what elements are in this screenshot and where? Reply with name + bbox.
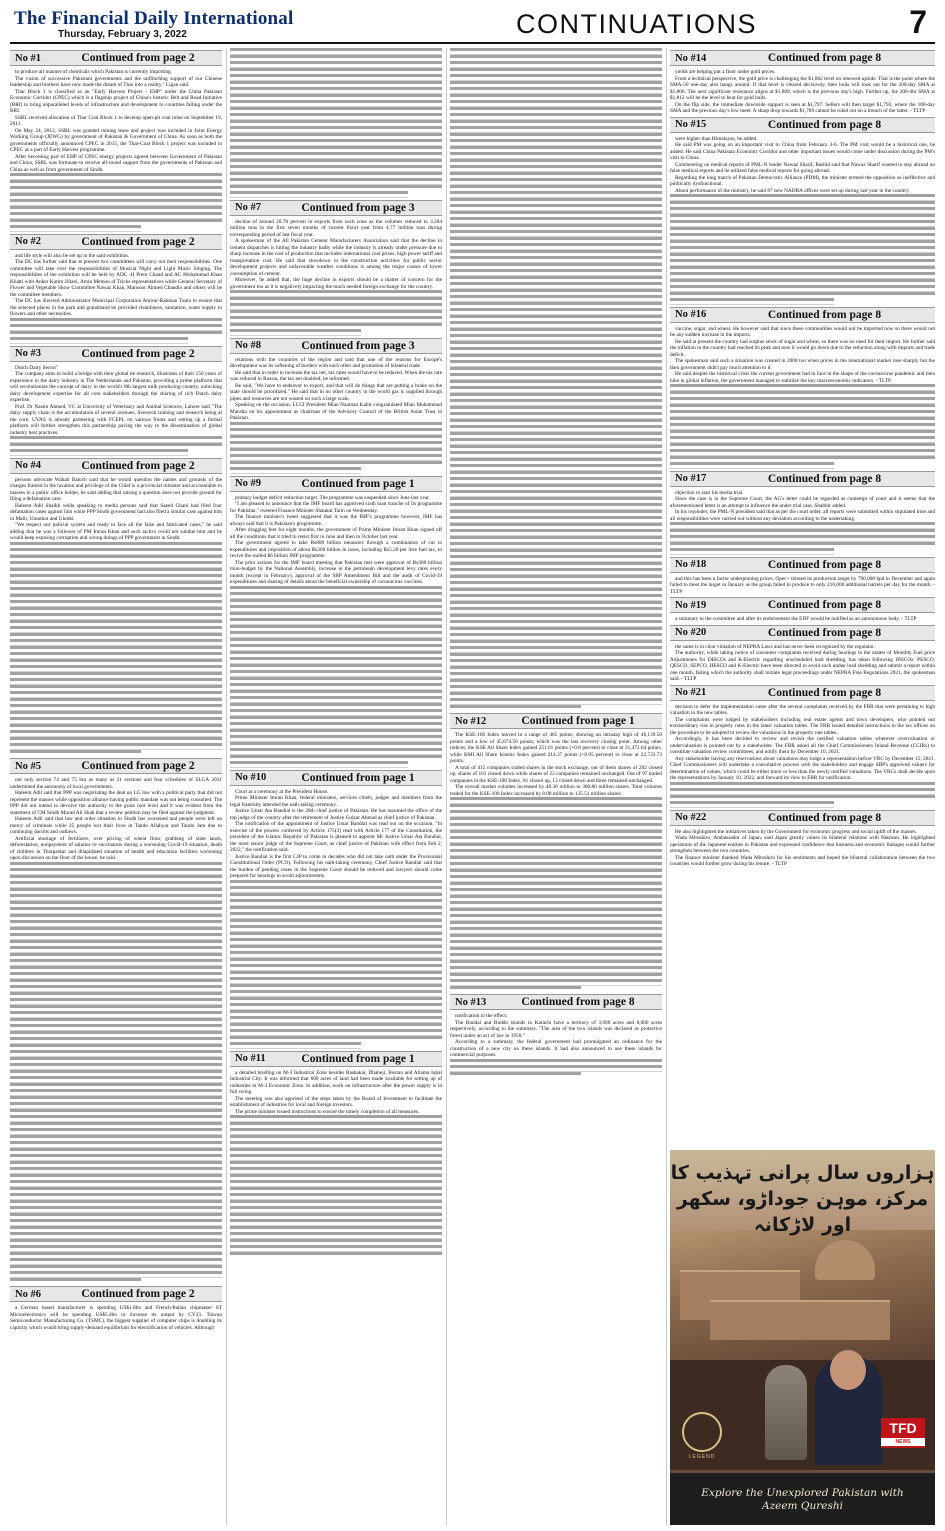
story-body [670,704,935,808]
continued-label: Continued from page 8 [767,52,882,64]
section-title: CONTINUATIONS [516,9,757,39]
paragraph: The DC has further said that at present two committees will carry out their responsibilities. One committee will take over the responsibilities of Musical Night and Light Music Singing. The responsibilities of the exhibition will be held by ADC -II Prem Chand and AC Mohammad Khan Khatti with Anker Karim Jillani, Amin Memon of Tricks representatives while General Secretary of Flower and Vegetable Show Committee Nawaz Khan, Mansoor Ahmed Chandio and others will be the committee members. [10,259,222,298]
story-header [230,338,442,354]
story-body [670,616,935,623]
continued-label: Continued from page 8 [767,599,882,611]
paragraph: a German based manufacturer is spending US$1.8bn and French-Italian chipmaker ST Microelectronics will be spending US$5.4bn to increase its output by CY23. Taiwan Semiconductor Manufacturing Co. (TSMC), the biggest supplier of computer chips is doubling its capacity which would bring supply-demand equilibrium for electrification of vehicles. Although [10,1305,222,1331]
paragraph: The vision of successive Pakistani governments and the unflinching support of our Chinese leadership and brothers have now made the dream of Thar into a reality," Ligan said. [10,75,222,88]
paragraph: notification to the effect. [455,1013,508,1019]
paragraph: Artificial shortage of fertilizers, over pricing of wheat flour, grabbing of state lands, deforestation, nonpayment of salaries to vaccinators during a worsening Covid-19 situation, death of children in Tharparkar and dilapidated situation of health and education facilities worsening upon discussion on the floor of the house, he said. [10,835,222,861]
paragraph: Wada Mitsuhiro, Ambassador of Japan, said Japan greatly values its bilateral relations with Pakistan. He highlighted operations of the Japanese entities in Pakistan and expressed confidence that business and economic linkages would further strengthen between the two countries. [670,835,935,854]
continued-label: Continued from page 8 [767,626,882,639]
paragraph: On May 24, 2012, SSRL was granted mining lease and project was included in Joint Energy Working Group (JEWG) by government of Pakistan & Government of China. As soon as both the governments officially announced CPEC in 2015, the Thar-Coal Block 1 project was included in CPEC as a part of Early Harvest programme. [10,127,222,153]
story-body [230,357,442,474]
story-21 [670,685,935,808]
story-number: No #20 [675,627,707,638]
story-header [670,597,935,613]
story-number: No #2 [15,236,41,247]
masthead [10,4,935,44]
page-number: 7 [909,4,927,40]
paragraph: About performance of the ministry, he said 87 new NADRA offices were set up during last year in the country. [675,187,910,194]
paragraph: The government agreed to take Rs800 billion measures through a combination of cut in expenditures and imposition of about Rs360 billion in taxes, including Rs5.20 per litre fuel tax, to revive the stalled $6 billion IMF programme. [230,540,442,559]
paragraph: The finance minister's tweet suggested that it was the IMF's programme however, IMF has always said that it is Pakistan's programme. [230,514,442,527]
paragraph: Haleem Adil said that PPP was negotiating the deal on LG law with a political party that did not represent the masses while opposition alliance having public mandate was not being consulted. The PPP did not intend to devolve the authority to the grass root level and it was evident from the statement of CM Sindh Murad Ali Shah that a review petition may be filed against the judgment. [10,790,222,816]
continued-label: Continued from page 1 [521,715,635,727]
story-header [230,1051,442,1067]
continued-label: Continued from page 2 [81,235,195,248]
paragraph: The complaints were lodged by stakeholders including real estate agents and town developers, who pointed out extraordinary rise in property rates in the latest valuation tables. The FBR issued detailed instructions to the tax offices on the procedure to be adopted to review the valuations in the property rate tables. [670,716,935,736]
column-2 [230,48,442,1525]
story-1 [10,50,222,232]
continued-label: Continued from page 1 [301,1052,415,1065]
paragraph: SSRL received allocation of Thar Coal Block 1 to develop open-pit coal mine on September 19, 2011. [10,114,222,127]
story-header [450,713,662,729]
continued-label: Continued from page 8 [767,472,882,485]
story-body [10,477,222,757]
column-1 [10,48,222,1525]
story-number: No #1 [15,52,41,64]
legend-seal-icon [682,1412,722,1452]
column-divider [226,48,227,1525]
paragraph: The meeting was also apprised of the steps taken by the Board of Investment to facilitate the establishment of industries for local and foreign investors. [230,1095,442,1108]
paragraph: Haleem Adil Shaikh while speaking to media persons said that Saeed Ghani had filed four defamation cases against him while PPP Sindh government had also filed a similar case against him in Malir, Umarkot and Ghotki. [10,502,222,522]
story-body [450,732,662,992]
paragraph: The DC has directed Administrator Municipal Corporation Amirur-Rahman Tunio to ensure that the selected places in the park and grandstand be provided cleanliness, sanitation, water supply to flowers and other necessities. [10,298,222,317]
ad-tagline: Explore the Unexplored Pakistan with Azeem Qureshi [701,1487,904,1512]
text-line [230,1252,442,1259]
story-number: No #18 [675,559,707,570]
paragraph: Justice Bandial is the first CJP to come in decades who did not take oath under the Provisional Constitutional Order (PCO). Following his oath-taking ceremony, Chief Justice Bandial said that the burden of pending cases in the Supreme Court should be reduced and lawyers should come prepared for hearings to avoid adjournments. [230,853,442,879]
story-2 [10,234,222,344]
text-line [10,1278,141,1285]
story-header [670,557,935,573]
paragraph: Commenting on medical reports of PML-N leader Nawaz Sharif, Rashid said that Nawaz Sharif wanted to stay abroad on false medical reports and he utilized false medical reports for going abroad. [670,161,935,174]
paragraph: Justice Umar Ata Bandial is the 28th chief justice of Pakistan. He has assumed the office of the top judge of the country after the retirement of Justice Gulzar Ahmad as chief justice of Pakistan. [230,808,442,821]
advertisement[interactable] [670,1150,935,1525]
text-line [450,1072,581,1079]
story-body [10,253,222,344]
story-number: No #10 [235,772,267,783]
paragraph: and this has been a factor underpinning prices. Opec+ missed its production target by 790,000 bpd in December and again failed to meet the target in January as the group failed to produce to only 210,000 additional barrels per day for the month. - TLTP [670,575,935,595]
text-line [230,761,408,768]
continued-label: Continued from page 8 [767,118,882,131]
paragraph: The prior actions for the IMF board meeting that Pakistan met were approval of Rs360 billion mini-budget by the National Assembly, increase in the petroleum development levy rates every month (except in February), approval of the SBP Amendment Bill and the audit of Covid-19 expenditures and sharing of details about the beneficial ownership of coronavirus vaccines. [230,559,442,585]
story-8 [230,338,442,474]
story-number: No #3 [15,348,41,359]
paragraph: The spokesman said such a situation was created in 2008 too when prices in the international market rose sharply but the then government didn't pay much attention to it. [670,358,935,371]
text-line [670,298,834,305]
story-18 [670,557,935,596]
presenter-head [830,1350,866,1390]
story-body [670,69,935,115]
story-body [230,495,442,768]
story-15 [670,117,935,305]
text-line [670,548,834,555]
story-number: No #21 [675,687,707,698]
story-16 [670,307,935,469]
paragraph: not only section 74 and 75 but as many as 21 sections and four schedules of SLGA 2021 undermined the autonomy of local governments. [10,777,222,790]
story-number: No #4 [15,460,41,471]
story-10 [230,770,442,1049]
story-6-continued [230,48,442,198]
story-body [230,789,442,1049]
story-header [670,471,935,487]
paragraph: He said, "We have to endeavor to export, and that will do things that are putting a brake on the state should be prioritized." He said that in no other country in the world gas is supplied through pipes and resources are not wasted on such a large scale. [230,382,442,402]
paragraph: relations with the countries of the region and said that one of the reasons for Europe's development was its softening of borders with each other and promotion of bilateral trade. [230,356,442,369]
story-3 [10,346,222,456]
story-number: No #13 [455,996,487,1008]
ad-urdu-headline: ہزاروں سال پرانی تہذیب کا مرکز، موہن جوداڑو، سکھر اور لاڑکانہ [670,1162,935,1236]
story-number: No #7 [235,202,261,213]
paragraph: Prof. Dr Nasim Ahmed, VC at University of Veterinary and Animal Sciences, Lahore said "The dairy supply chain is the accumulation of several avenues, livestock training and research being at the core. UVAS is already partnering with FCEPL on various fronts and setting up a formal platform will further strengthen this partnership paving the way to the dissemination of global industry best practices. [10,403,222,436]
story-number: No #15 [675,119,707,130]
story-number: No #12 [455,715,487,727]
story-9 [230,476,442,768]
text-line [670,462,834,469]
paragraph: The notification of the appointment of Justice Umar Bandial was read out on the occasion. "In exercise of the powers conferred by Article 175(3) read with Article 177 of the Constitution, the president of the Islamic Republic of Pakistan is pleased to appoint Mr Justice Umar Ata Bandial, the most senior judge of the Supreme Court, as chief justice of Pakistan with effect from Feb 2, 2022," the notification said. [230,821,442,853]
story-number: No #19 [675,599,707,611]
story-header [10,346,222,362]
text-line [230,329,361,336]
story-12 [450,713,662,992]
continued-label: Continued from page 3 [301,339,415,352]
paragraph: Speaking on the occasion, LCCI President Mian Nauman Kabir congratulated Mian Muhammad Mansha on his appointment as chairman of the Advisory Council of the British Asian Trust in Pakistan. [230,402,442,421]
column-divider [446,48,447,1525]
text-line [10,337,188,344]
ruin-wall [710,1300,890,1340]
text-line [230,1042,361,1049]
story-body [670,490,935,555]
story-body [670,644,935,683]
paragraph: He said despite the historical crisis the current government had to face in the shape of the coronavirus pandemic and then hike in global inflation, the government managed to stabilize the key macroeconomic indicators. - TLTP [670,371,935,384]
story-header [670,810,935,826]
paragraph: objection to start his media trial. [675,489,744,496]
story-20 [670,625,935,683]
column-3 [450,48,662,1525]
story-header [10,758,222,774]
paragraph: Thar Block 1 is classified as an "Early Harvest Project - EHP" under the China Pakistan Economic Corridor (CPEC) which is a flagship project of China's historic Belt and Road Initiative (BRI) to bring unparalleled levels of infrastructure and development to countries falling under the BRI. [10,88,222,114]
newspaper-title: The Financial Daily International [14,8,294,29]
text-line [450,986,581,993]
story-14 [670,50,935,115]
story-header [230,770,442,786]
story-body [10,365,222,456]
continued-label: Continued from page 2 [81,1288,195,1300]
story-body [670,326,935,469]
paragraph: A spokesman of the All Pakistan Cement Manufacturers Association said that the decline in cement dispatches is hitting the industry badly while the industry is already under pressure due to sharp increase in the cost of production that includes international coal prices, high power tariff and transportation cost. He said that slowdown in the construction activities for public sector development projects and unfavorable weather conditions is among the major causes of lower consumption of cement. [230,238,442,277]
story-number: No #6 [15,1288,41,1300]
story-body [230,1070,442,1259]
text-line [670,801,834,808]
paragraph: primary budget deficit reduction target. The programme was suspended since June last year. [235,494,430,501]
paragraph: Court at a ceremony at the President House. [235,788,329,795]
paragraph: He said that in order to increase the tax net, tax rates would have to be reduced. When the tax rate was reduced in Russia, the tax net doubled, he informed. [230,369,442,382]
continued-label: Continued from page 2 [81,459,195,472]
paragraph: Prime Minister Imran Khan, federal ministers, services chiefs, judges and members from the legal fraternity attended the oath-taking ceremony. [230,795,442,808]
story-number: No #22 [675,812,707,823]
text-line [230,191,408,198]
continued-label: Continued from page 2 [81,52,195,64]
continued-label: Continued from page 8 [521,996,635,1008]
paragraph: Regarding the long march of Pakistan Democratic Alliance (PDM), the minister termed the opposition as ineffective and politically dysfunctional. [670,174,935,187]
paragraph: Haleem Adil said that law and order situation in Sindh has worsened and people were left on mercy of criminals while 25 people lost their lives in Tando Allahyar and Tando Jam due to continuing dacoits and outlaws. [10,816,222,835]
story-body [670,576,935,596]
paragraph: Moreover, he added that, the huge decline in exports should be a matter of concern for the government too as it is negatively impacting the much needed foreign exchange for the country. [230,277,442,290]
story-number: No #16 [675,309,707,320]
story-13 [450,994,662,1078]
story-17 [670,471,935,555]
story-body [670,829,935,868]
paragraph: persons advocate Wahab Baloch said that he would question the names and grounds of the charges framed in the taxation and privilege of the Chief is a provincial minister and accountable to masses in a public office holder, he said adding that raising a question does not provide ground for filing a defamation case. [10,476,222,502]
tfd-news-logo [881,1418,925,1448]
paragraph: After dragging feet for eight months, the government of Prime Minister Imran Khan signed off all the conditions that it tried to resist first in June and then in October last year. [230,527,442,540]
paragraph: The Bundal and Buddo islands in Karachi have a territory of 3,000 acres and 8,000 acres respectively, according to the summary. "The area of the two islands was declared as protective forest under an act of law in 1958." [450,1019,662,1039]
story-11-continued [450,48,662,711]
paragraph: According to a summary, the federal government had promulgated an ordinance for the construction of a new city on these islands. It had also announced to use these islands for commercial purposes. [450,1039,662,1058]
story-5 [10,758,222,1284]
story-number: No #8 [235,340,261,351]
story-6 [10,1286,222,1331]
story-body [230,219,442,336]
story-header [230,476,442,492]
story-header [450,994,662,1010]
text-line [10,225,141,232]
continued-label: Continued from page 3 [301,201,415,214]
story-7 [230,200,442,336]
paragraph: He said PM was going on an important visit to China from February 3-6. The PM visit would be a historical one, he added. He said China Pakistan Economic Corridor and other important issues would come under discussion during the PM's visit to China. [670,142,935,161]
paragraph: the same is in clear violation of NEPRA Laws and has never been recognized by the regulator. [675,643,875,650]
text-line [230,467,361,474]
story-header [10,50,222,66]
paragraph: From a technical perspective, the gold price is challenging the $1,802 level on renewed upside. That is the point where the SMA-50 one-day also hangs around. If that level is cleared decisively, then bulls will look out for the 200-day SMA at $1,806. The next significant resistance aligns at $1,809, which is the previous day's high. Further up, the 200-4hr SMA at $1,812 will be the level to beat for gold bulls. [670,75,935,101]
paragraph: "We respect our judicial system and ready to face all the false and fabricated cases," he said adding that he was a follower of PM Imran Khan and such tactics could not subdue him and he would keep exposing corruption and wrong doings of PPP government in Sindh. [10,522,222,541]
paragraph: vaccine, sugar, and wheat. He however said that since these commodities would not be imported now so there would not be any sudden increase in the imports. [670,325,935,338]
paragraph: He also highlighted the initiatives taken by the Government for economic progress and social uplift of the masses. [675,828,917,835]
paragraph: The KSE-100 Index moved in a range of 465 points, showing an intraday high of 46,139.50 points and a low of 45,674.50 points, which was the last recovery closing point. Among other indices, the KSE All Share Index gained 251.01 points (+0.8 percent) to close at 31,472.64 points, while KMI All Share Islamic Index gained 214.37 points (+0.95 percent) to close at 22,733.73 points. [450,732,662,764]
story-number: No #5 [15,760,41,772]
story-body [670,136,935,305]
continued-label: Continued from page 1 [301,771,415,784]
paragraph: "I am pleased to announce that the IMF board has approved sixth loan tranche of its programme for Pakistan," tweeted Finance Minister Shaukat Tarin on Wednesday. [230,501,442,514]
story-4 [10,458,222,757]
paragraph: yields are helping put a floor under gold prices. [675,69,776,75]
paragraph: decision to defer the implementation came after the several complaints received by the FBR that were pertaining to high valuation in the new tables. [670,703,935,716]
story-header [230,200,442,216]
story-header [10,234,222,250]
story-number: No #9 [235,478,261,489]
paragraph: The finance minister thanked Wada Mitsuhiro for his sentiments and hoped the bilateral collaboration between the two countries would further grow during his tenure. - TLTP [670,854,935,867]
paragraph: Dutch Dairy Sector" [15,364,59,371]
paragraph: A total of 415 companies traded shares in the stock exchange, out of them shares of 292 closed up, shares of 101 closed down while shares of 22 companies remained unchanged. Out of 97 traded companies in the KSE-100 Index, 81 closed up, 13 closed down and three remained unchanged. [450,764,662,784]
story-header [670,50,935,66]
text-line [10,449,188,456]
ruins-illustration [670,1230,935,1360]
story-body [10,1305,222,1331]
paragraph: After becoming part of EHP of CPEC energy projects agreed between Government of Pakistan and China, SSRL was fortunate to receive all-round support from the governments of Pakistan and China as well as from government of Sindh. [10,153,222,173]
continued-label: Continued from page 8 [767,308,882,321]
story-number: No #11 [235,1053,266,1064]
text-line [450,705,581,712]
paragraph: He said at present the country had surplus stock of sugar and wheat, so there was no need for their import. He further said the inflation in the country had reached its peak and now it would go down due to the reduction along with imports and trade deficit. [670,338,935,358]
paragraph: to produce all manner of chemicals which Pakistan is currently importing. [15,69,172,75]
issue-date: Thursday, February 3, 2022 [58,29,187,40]
paragraph: The prime minister issued instructions to ensure the timely completion of all measures. [235,1108,420,1115]
continued-label: Continued from page 8 [767,686,882,699]
story-22 [670,810,935,868]
paragraph: The company aims to build a bridge with their global tie research, illustrates of their 150 years of experience in the dairy industry in The Netherlands and Pakistan, providing a prime platform that will revolutionize the concept of dairy in the world's 8th largest milk producing country, unlocking dairy development expertise for all core stakeholders through the sharing of rich Dutch dairy expertise. [10,371,222,403]
story-body [450,1013,662,1078]
continued-label: Continued from page 1 [301,477,415,490]
logo-text: TFD [889,1420,917,1436]
paragraph: The authority, while taking notice of consumer complaints received during hearings in the matter of Monthly Fuel price Adjustments for DISCOs and K-Electric regarding unscheduled load shedding, has taken following DISCOs: PESCO, QESCO, SEPCO, HESCO and K-Electric have been directed to avoid such undue load shedding and submit a report within one month, failing which the authority shall initiate legal proceedings under NEPRA Fine Regulations 2021, the spokesman said. - TLTP [670,650,935,682]
paragraph: The overall market volumes increased by 48.30 million to 360.80 million shares. Total volumes traded for the KSE-100 Index increased by 8.08 million to 135.51 million shares. [450,784,662,797]
paragraph: decline of around 20.78 percent in exports from such zone as the volumes reduced to 3.284 million tons in the first seven months of current fiscal year from 4.77 million tons during corresponding period of last fiscal year. [230,218,442,238]
story-11 [230,1051,442,1259]
paragraph: In his rejoinder, the PML-N president said that as per the court order, all reports were submitted within stipulated time and all responsibilities were carried out without any deviation according to the undertaking. [670,509,935,522]
paragraph: Since the case is in the Supreme Court, the AG's letter could be regarded as contempt of court and it seems that the aforementioned letter is an attempt to influence the under trial case, Shabbir added. [670,496,935,509]
logo-subtext: NEWS [881,1438,925,1446]
seal-label: LEGEND [688,1454,716,1460]
paragraph: were higher than Himalayas, he added. [675,135,758,142]
story-header [670,307,935,323]
paragraph: and life style will also be set up in the said exhibition. [15,252,130,259]
paragraph: Accordingly, it has been decided to review and revisit the notified valuation tables wherever overvaluation or undervaluation is pointed out by a stakeholder. The FBR asked all the Chief Commissioners Inland Revenue (CCIRs) to constitute valuation review committees, and notify them by December 10, 2021. [670,736,935,755]
text-line [10,750,141,757]
story-body [10,777,222,1284]
paragraph: a summary to the committee and after its endorsement the EDF would be notified as an autonomous body. - TLTP [675,616,917,622]
paragraph: a detailed briefing on M-3 Industrial Zone besides Rashakai, Dhabeji, Bostan and Allama Iqbal Industrial City. It was informed that 600 acres of land had been made available for setting up of industries in M-3 Economic Zone. In addition, work on infrastructure after the power supply is in full swing. [230,1069,442,1095]
story-header [10,458,222,474]
paragraph: Any stakeholder having any reservations about valuations may lodge a representation before VRC by December 15, 2021. Chief Commissioners will undertake a consultative process with the stakeholders and engage SBP's approved valuers for determination of values, which could be either more or less than the newly notified valuations. The VRCs shall decide upon the representations by January 10, 2022, and forward its view to FBR for notification. [670,755,935,781]
column-4 [670,48,935,1147]
continued-label: Continued from page 8 [767,558,882,571]
priest-king-statue [765,1365,807,1460]
paragraph: On the flip side, the immediate downside support is seen at $1,797. Sellers will then target $1,793, where the 100-day SMA and the previous day's low meet. A sharp drop towards $1,789 cannot be ruled out on a breach of the latter. - TLTP [670,101,935,114]
column-divider [666,48,667,1525]
continued-label: Continued from page 2 [81,760,195,772]
story-body [10,69,222,232]
continued-label: Continued from page 2 [81,347,195,360]
story-number: No #14 [675,52,707,64]
story-19 [670,597,935,623]
story-header [10,1286,222,1302]
continued-label: Continued from page 8 [767,811,882,824]
story-header [670,685,935,701]
story-number: No #17 [675,473,707,484]
story-header [670,117,935,133]
story-header [670,625,935,641]
